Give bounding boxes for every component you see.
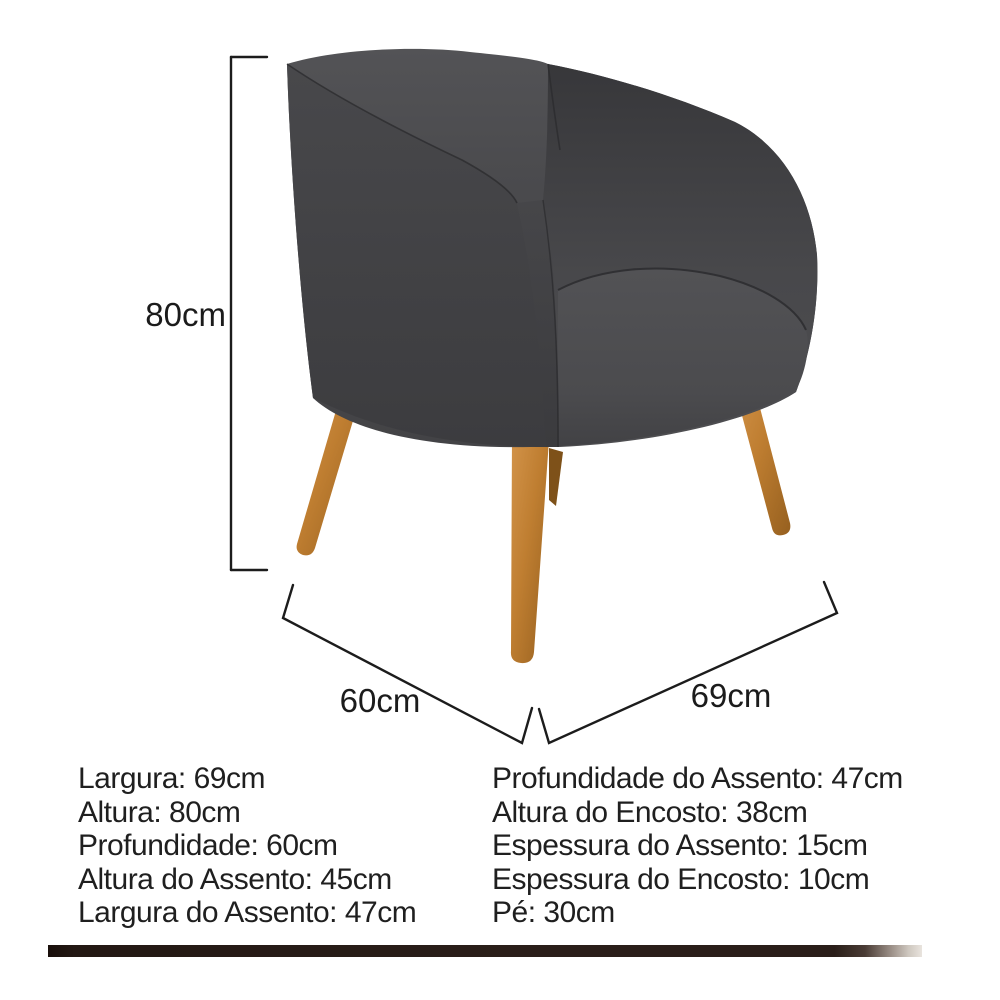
height-dimension-label: 80cm: [145, 296, 226, 333]
armchair-illustration: [287, 49, 817, 663]
spec-line: Espessura do Assento: 15cm: [492, 829, 868, 863]
depth-dimension-label: 60cm: [339, 682, 421, 719]
chair-leg-front-right: [511, 434, 549, 663]
spec-column-left: [78, 762, 416, 930]
depth-dimension-line: [283, 585, 532, 743]
spec-line: Altura do Encosto: 38cm: [492, 795, 808, 829]
spec-line: Altura do Assento: 45cm: [78, 862, 392, 896]
spec-line: Profundidade: 60cm: [78, 829, 338, 863]
width-dimension-line: [539, 582, 837, 743]
width-dimension-label: 69cm: [690, 677, 772, 714]
spec-line: Altura: 80cm: [78, 795, 241, 829]
spec-line: Profundidade do Assento: 47cm: [492, 762, 903, 795]
chair-leg-rear: [549, 448, 563, 506]
spec-line: Largura do Assento: 47cm: [78, 896, 417, 930]
spec-line: Largura: 69cm: [78, 762, 265, 795]
spec-line: Espessura do Encosto: 10cm: [492, 862, 870, 896]
spec-line: Pé: 30cm: [492, 896, 615, 930]
bottom-photo-strip: [48, 945, 922, 957]
spec-column-right: [492, 762, 903, 930]
height-dimension-line: [231, 57, 267, 570]
